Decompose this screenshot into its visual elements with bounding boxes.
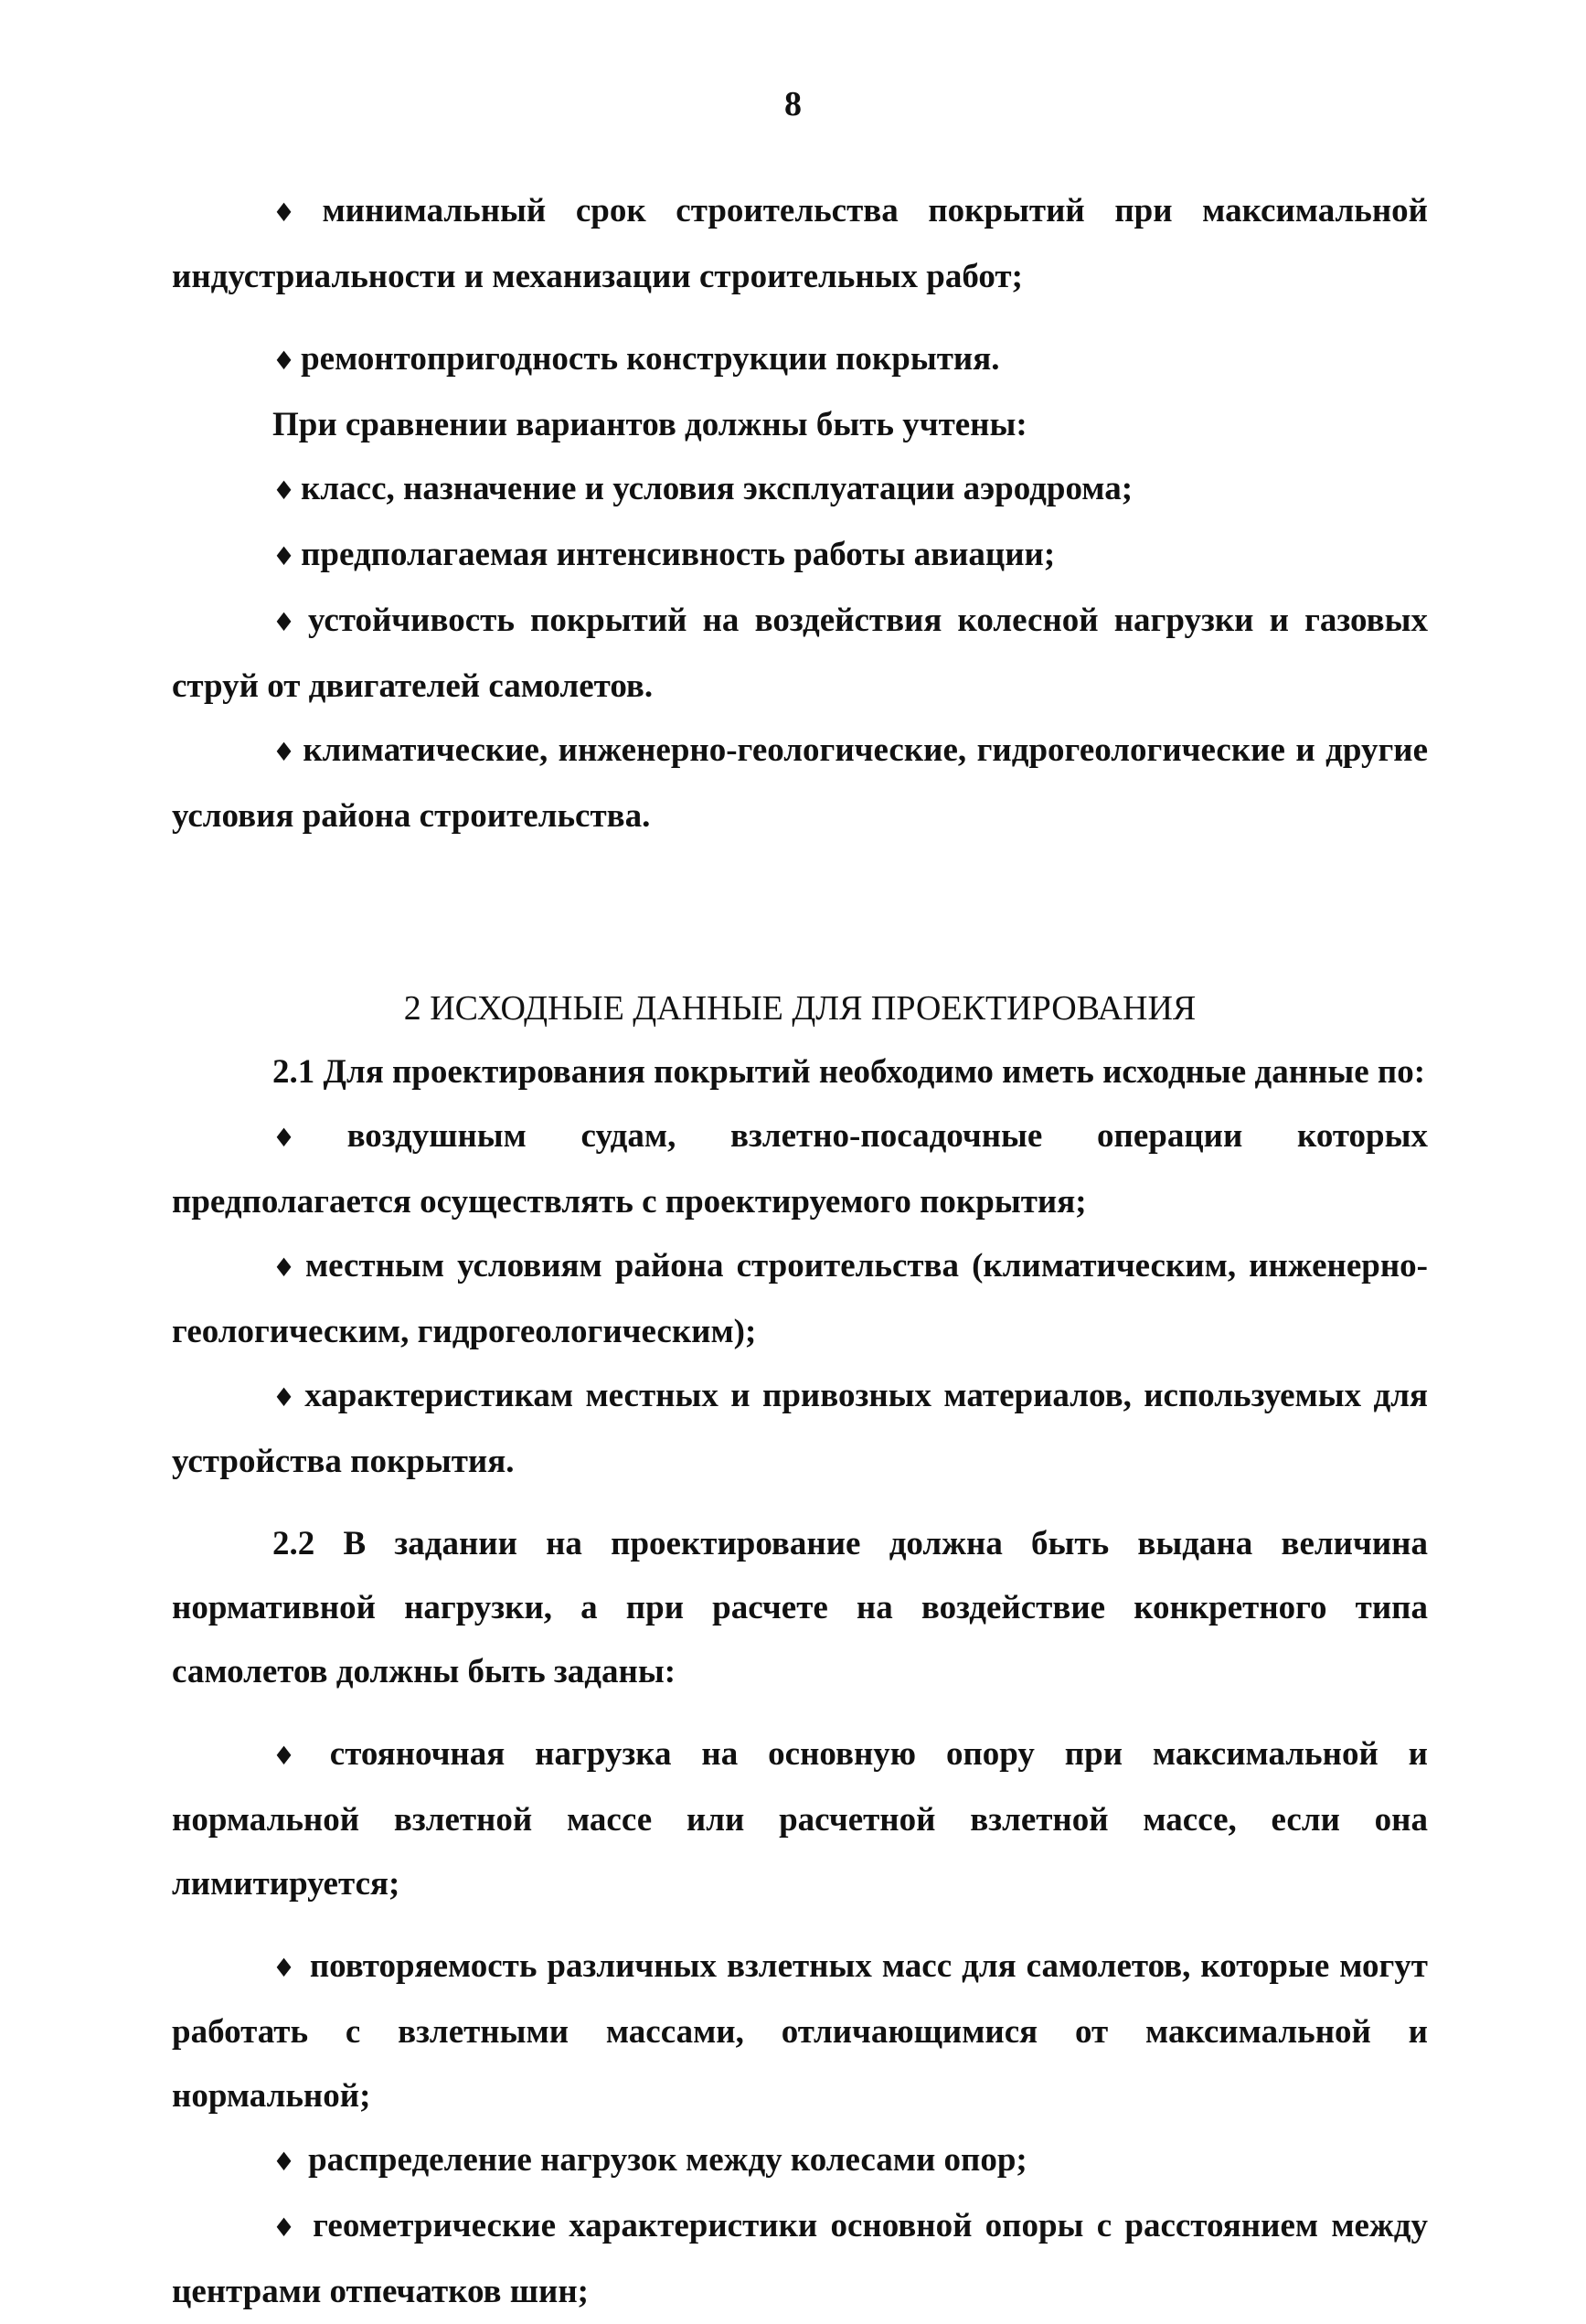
page-number: 8 bbox=[784, 85, 802, 123]
bullet-item: ♦ климатические, инженерно-геологические, гидрогеологические и другие условия района строительства. bbox=[172, 731, 1428, 835]
diamond-bullet-icon: ♦ bbox=[272, 475, 296, 506]
bullet-item: ♦ предполагаемая интенсивность работы авиации; bbox=[272, 536, 1056, 573]
bullet-item: ♦ класс, назначение и условия эксплуатации аэродрома; bbox=[272, 470, 1134, 507]
paragraph: 2.1 Для проектирования покрытий необходимо иметь исходные данные по: bbox=[272, 1053, 1426, 1091]
bullet-item: ♦ воздушным судам, взлетно-посадочные операции которых предполагается осуществлять с проектируемого покрытия; bbox=[172, 1117, 1428, 1221]
paragraph: При сравнении вариантов должны быть учтены: bbox=[272, 406, 1027, 443]
diamond-bullet-icon: ♦ bbox=[272, 197, 317, 228]
bullet-item: ♦ местным условиям района строительства (климатическим, инженерно-геологическим, гидрогеологическим); bbox=[172, 1247, 1428, 1350]
paragraph: 2.2 В задании на проектирование должна быть выдана величина нормативной нагрузки, а при расчете на воздействие конкретного типа самолетов должны быть заданы: bbox=[172, 1525, 1428, 1690]
bullet-item: ♦ устойчивость покрытий на воздействия колесной нагрузки и газовых струй от двигателей самолетов. bbox=[172, 602, 1428, 705]
bullet-item: ♦ ремонтопригодность конструкции покрытия. bbox=[272, 340, 1000, 378]
diamond-bullet-icon: ♦ bbox=[272, 541, 296, 571]
diamond-bullet-icon: ♦ bbox=[272, 1253, 300, 1283]
page-body bbox=[172, 179, 1428, 2324]
diamond-bullet-icon: ♦ bbox=[272, 737, 298, 767]
diamond-bullet-icon: ♦ bbox=[272, 346, 296, 376]
diamond-bullet-icon: ♦ bbox=[272, 1123, 342, 1153]
bullet-item: ♦ геометрические характеристики основной опоры с расстоянием между центрами отпечатков шин; bbox=[172, 2207, 1428, 2310]
bullet-item: ♦ повторяемость различных взлетных масс для самолетов, которые могут работать с взлетными массами, отличающимися от максимальной и нормальной; bbox=[172, 1947, 1428, 2115]
diamond-bullet-icon: ♦ bbox=[272, 1953, 297, 1983]
diamond-bullet-icon: ♦ bbox=[272, 607, 303, 637]
diamond-bullet-icon: ♦ bbox=[272, 2147, 296, 2177]
diamond-bullet-icon: ♦ bbox=[272, 1741, 317, 1771]
bullet-item: ♦ минимальный срок строительства покрытий при максимальной индустриальности и механизации строительных работ; bbox=[172, 192, 1428, 295]
diamond-bullet-icon: ♦ bbox=[272, 1382, 300, 1413]
diamond-bullet-icon: ♦ bbox=[272, 2212, 301, 2243]
bullet-item: ♦ стояночная нагрузка на основную опору при максимальной и нормальной взлетной массе или расчетной взлетной массе, если она лимитируется; bbox=[172, 1735, 1428, 1903]
bullet-item: ♦ распределение нагрузок между колесами опор; bbox=[272, 2141, 1027, 2179]
bullet-item: ♦ характеристикам местных и привозных материалов, используемых для устройства покрытия. bbox=[172, 1377, 1429, 1480]
section-heading: 2 ИСХОДНЫЕ ДАННЫЕ ДЛЯ ПРОЕКТИРОВАНИЯ bbox=[403, 989, 1197, 1028]
